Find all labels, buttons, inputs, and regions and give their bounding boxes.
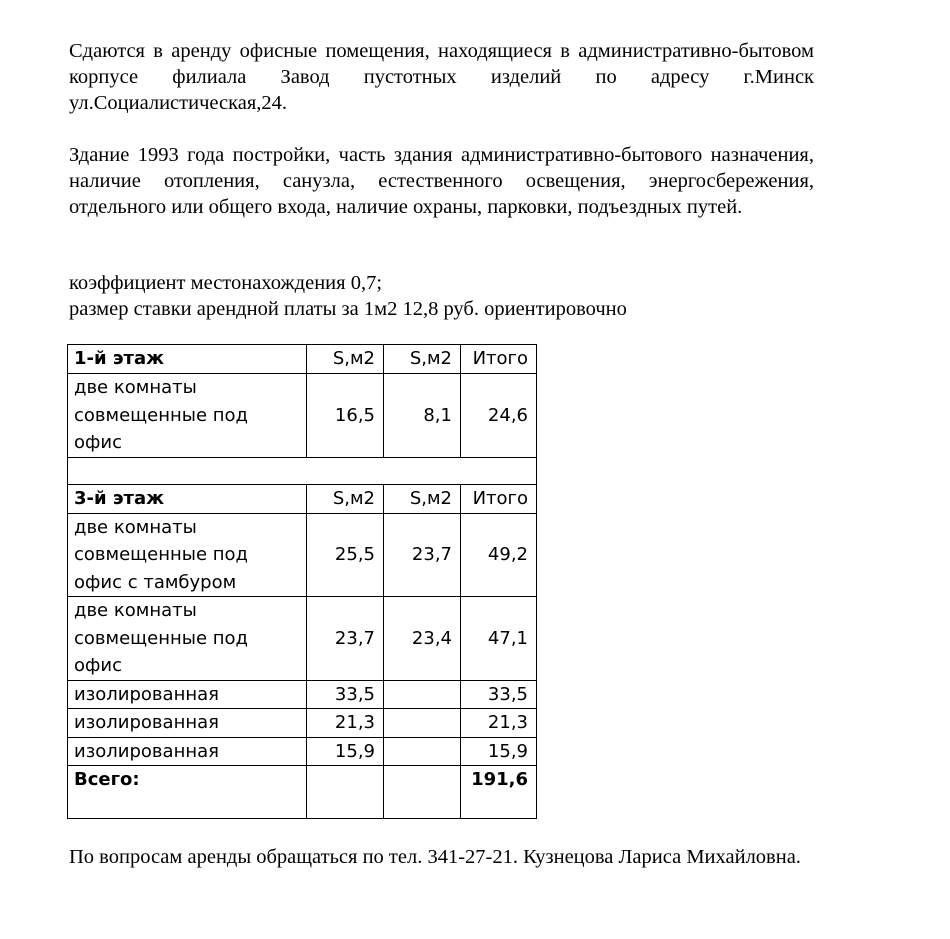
room-area-1: 33,5 [307,680,384,709]
total-row [68,766,537,819]
total-label: Всего: [68,766,307,819]
room-total: 15,9 [461,737,537,766]
room-area-2 [384,737,461,766]
floor1-col-total: Итого [461,345,537,374]
table-row [68,513,537,597]
floor1-col-area-1: S,м2 [307,345,384,374]
room-area-1: 15,9 [307,737,384,766]
room-area-1: 23,7 [307,597,384,681]
floor3-col-area-1: S,м2 [307,484,384,513]
room-area-1: 21,3 [307,709,384,738]
room-description: две комнаты совмещенные под офис [68,597,307,681]
room-description: изолированная [68,680,307,709]
room-total: 33,5 [461,680,537,709]
spacer-cell [68,457,537,484]
contact-paragraph: По вопросам аренды обращаться по тел. 341-27-21. Кузнецова Лариса Михайловна. [69,846,801,868]
floor3-col-area-2: S,м2 [384,484,461,513]
floor3-title: 3-й этаж [68,484,307,513]
room-total: 21,3 [461,709,537,738]
intro-paragraph: Сдаются в аренду офисные помещения, находящиеся в административно-бытовом корпусе филиала Завод пустотных изделий по адресу г.Минск ул.Социалистическая,24. [69,40,814,114]
room-description: две комнаты совмещенные под офис [68,374,307,458]
floor1-col-area-2: S,м2 [384,345,461,374]
table-row [68,374,537,458]
floor3-col-total: Итого [461,484,537,513]
room-total: 24,6 [461,374,537,458]
room-area-2 [384,680,461,709]
table-row [68,737,537,766]
room-area-2 [384,709,461,738]
spacer-row [68,457,537,484]
rental-table [67,344,537,819]
total-area-1 [307,766,384,819]
room-description: изолированная [68,737,307,766]
coefficient-line: коэффициент местонахождения 0,7; [69,272,383,294]
room-area-2: 23,4 [384,597,461,681]
rate-line: размер ставки арендной платы за 1м2 12,8 руб. ориентировочно [69,298,627,320]
table-row [68,709,537,738]
table-row [68,680,537,709]
room-description: две комнаты совмещенные под офис с тамбуром [68,513,307,597]
room-area-2: 8,1 [384,374,461,458]
floor3-header-row [68,484,537,513]
room-area-1: 25,5 [307,513,384,597]
floor1-header-row [68,345,537,374]
floor1-title: 1-й этаж [68,345,307,374]
total-area-2 [384,766,461,819]
building-paragraph: Здание 1993 года постройки, часть здания административно-бытового назначения, наличие отопления, санузла, естественного освещения, энергосбережения, отдельного или общего входа, наличие охраны, парковки, подъездных путей. [69,144,814,218]
room-description: изолированная [68,709,307,738]
room-area-1: 16,5 [307,374,384,458]
total-value: 191,6 [461,766,537,819]
room-total: 47,1 [461,597,537,681]
table-row [68,597,537,681]
room-area-2: 23,7 [384,513,461,597]
room-total: 49,2 [461,513,537,597]
